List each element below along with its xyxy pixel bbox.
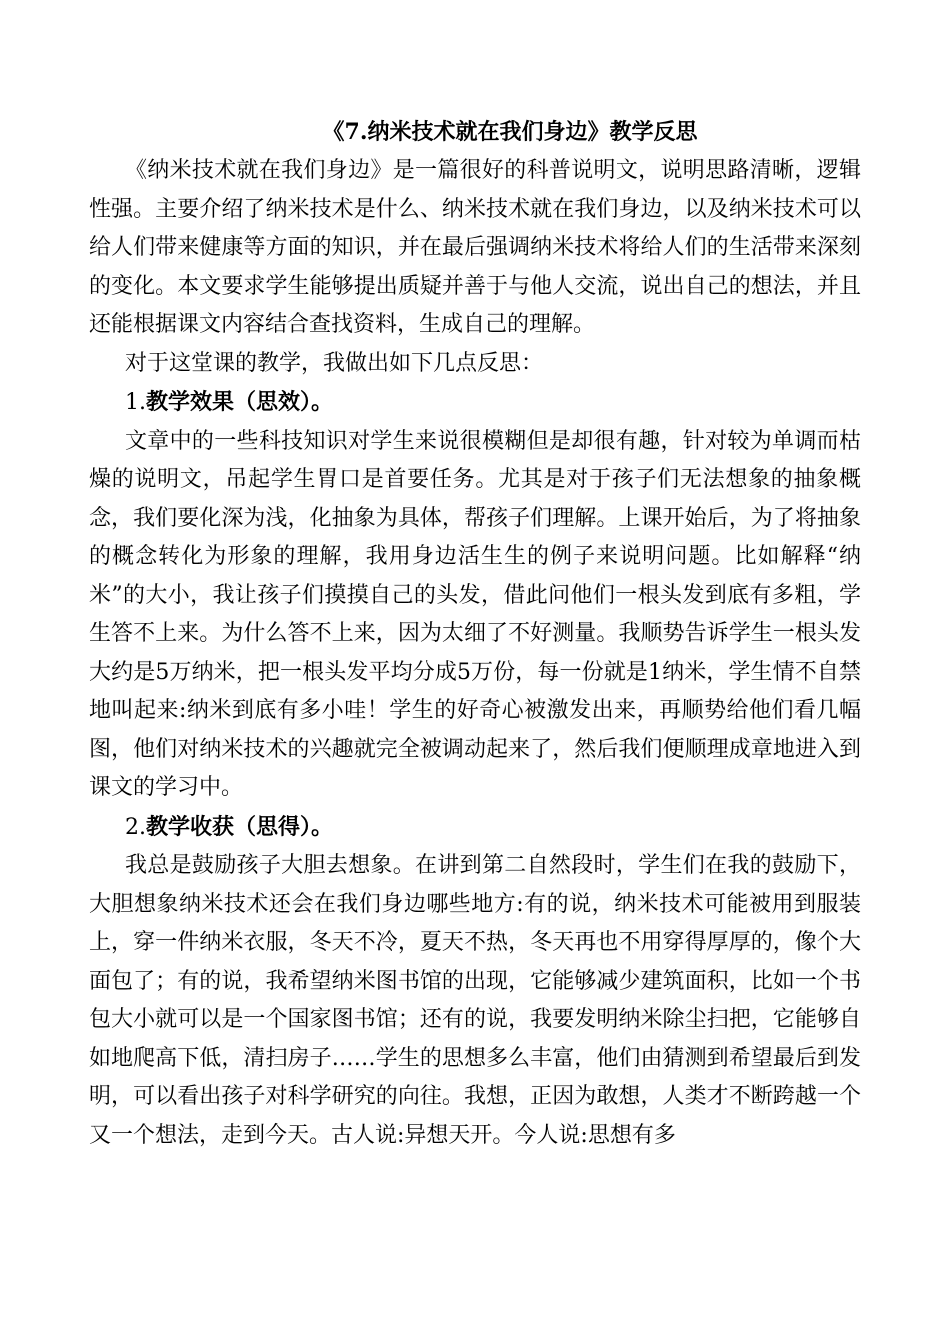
intro-paragraph: 《纳米技术就在我们身边》是一篇很好的科普说明文，说明思路清晰，逻辑性强。主要介绍了纳米技术是什么、纳米技术就在我们身边，以及纳米技术可以给人们带来健康等方面的知识，并在最后强调纳米技术将给人们的生活带来深刻的变化。本文要求学生能够提出质疑并善于与他人交流，说出自己的想法，并且还能根据课文内容结合查找资料，生成自己的理解。 [89,158,861,337]
document-title: 《7.纳米技术就在我们身边》教学反思 [322,119,698,145]
section-2-heading [89,808,861,848]
section-2-body: 我总是鼓励孩子大胆去想象。在讲到第二自然段时，学生们在我的鼓励下，大胆想象纳米技术还会在我们身边哪些地方:有的说，纳米技术可能被用到服装上，穿一件纳米衣服，冬天不冷，夏天不热，冬天再也不用穿得厚厚的，像个大面包了；有的说，我希望纳米图书馆的出现，它能够减少建筑面积，比如一个书包大小就可以是一个国家图书馆；还有的说，我要发明纳米除尘扫把，它能够自如地爬高下低，清扫房子……学生的思想多么丰富，他们由猜测到希望最后到发明，可以看出孩子对科学研究的向往。我想，正因为敢想，人类才不断跨越一个又一个想法，走到今天。古人说:异想天开。今人说:思想有多 [89,853,861,1148]
section-1-body: 文章中的一些科技知识对学生来说很模糊但是却很有趣，针对较为单调而枯燥的说明文，吊起学生胃口是首要任务。尤其是对于孩子们无法想象的抽象概念，我们要化深为浅，化抽象为具体，帮孩子们理解。上课开始后，为了将抽象的概念转化为形象的理解，我用身边活生生的例子来说明问题。比如解释“纳米”的大小，我让孩子们摸摸自己的头发，借此问他们一根头发到底有多粗，学生答不上来。为什么答不上来，因为太细了不好测量。我顺势告诉学生一根头发大约是5万纳米，把一根头发平均分成5万份，每一份就是1纳米，学生情不自禁地叫起来:纳米到底有多小哇！学生的好奇心被激发出来，再顺势给他们看几幅图，他们对纳米技术的兴趣就完全被调动起来了，然后我们便顺理成章地进入到课文的学习中。 [89,428,861,800]
section-1-heading-text: 教学效果（思效）。 [146,389,334,415]
section-1-heading [89,383,861,423]
section-2-heading-text: 教学收获（思得）。 [146,813,334,840]
document-page [89,112,861,1155]
lead-in-paragraph: 对于这堂课的教学，我做出如下几点反思： [125,350,544,376]
section-2-number: 2. [125,814,146,840]
section-1-number: 1. [125,390,146,415]
